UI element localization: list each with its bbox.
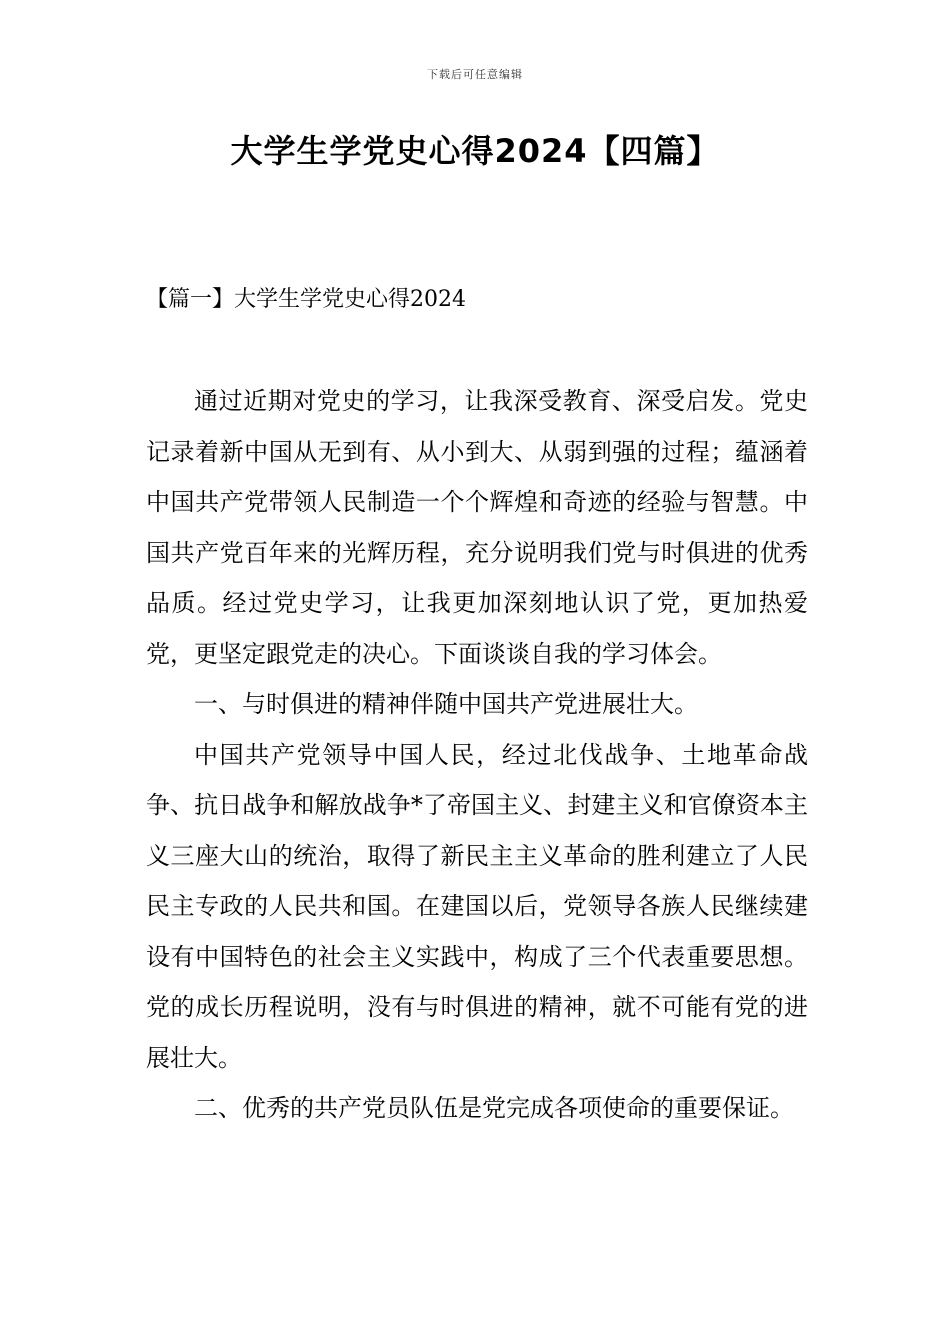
document-body [146, 376, 808, 1134]
page-header-note: 下载后可任意编辑 [427, 68, 523, 81]
paragraph: 中国共产党领导中国人民，经过北伐战争、土地革命战争、抗日战争和解放战争*了帝国主义、封建主义和官僚资本主义三座大山的统治，取得了新民主主义革命的胜利建立了人民民主专政的人民共和国。在建国以后，党领导各族人民继续建设有中国特色的社会主义实践中，构成了三个代表重要思想。党的成长历程说明，没有与时俱进的精神，就不可能有党的进展壮大。 [146, 740, 808, 1072]
paragraph: 通过近期对党史的学习，让我深受教育、深受启发。党史记录着新中国从无到有、从小到大、从弱到强的过程；蕴涵着中国共产党带领人民制造一个个辉煌和奇迹的经验与智慧。中国共产党百年来的光辉历程，充分说明我们党与时俱进的优秀品质。经过党史学习，让我更加深刻地认识了党，更加热爱党，更坚定跟党走的决心。下面谈谈自我的学习体会。 [146, 387, 808, 668]
section-heading: 【篇一】大学生学党史心得2024 [146, 287, 466, 312]
document-title: 大学生学党史心得2024【四篇】 [230, 132, 720, 170]
paragraph: 一、与时俱进的精神伴随中国共产党进展壮大。 [194, 690, 698, 718]
paragraph: 二、优秀的共产党员队伍是党完成各项使命的重要保证。 [194, 1094, 794, 1122]
